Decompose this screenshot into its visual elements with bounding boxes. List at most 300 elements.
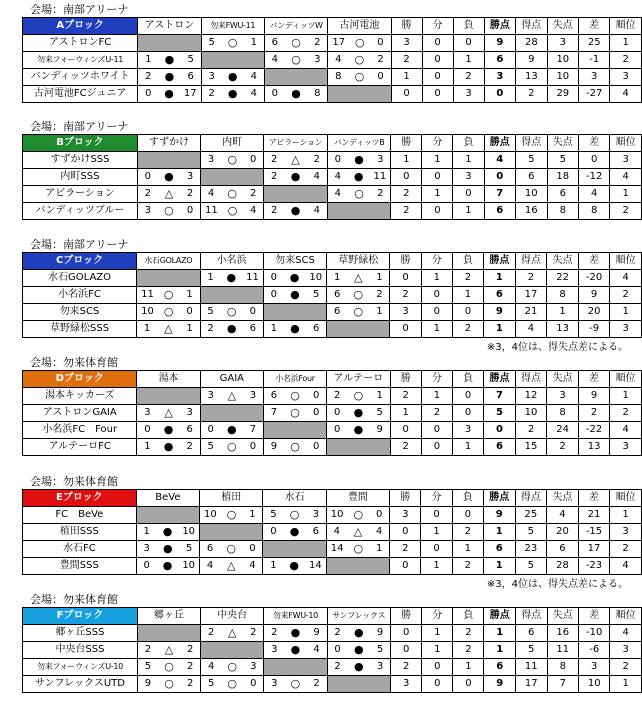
score-against: 0 [250, 154, 257, 165]
stat-header: 勝 [391, 18, 422, 35]
stat-value: 0 [422, 169, 453, 186]
score-for: 14 [330, 543, 344, 554]
stat-value: 8 [547, 203, 579, 220]
self-match-cell [328, 86, 391, 103]
score-against: 1 [186, 323, 193, 334]
stat-value: 2 [453, 625, 484, 642]
stat-value: -12 [579, 169, 610, 186]
match-score [328, 69, 391, 86]
score-for: 2 [271, 627, 278, 638]
opponent-header: 水石GOLAZO [137, 253, 200, 270]
score-against: 0 [186, 205, 194, 216]
stat-header: 勝点 [484, 608, 516, 625]
match-score [326, 541, 389, 558]
stat-value: 3 [453, 86, 484, 103]
score-result: △ [227, 389, 237, 402]
score-result: ● [226, 322, 237, 335]
stat-value: 0 [390, 524, 421, 541]
score-for: 0 [334, 644, 341, 655]
score-against: 11 [246, 272, 259, 283]
score-against: 3 [376, 661, 384, 672]
match-score [200, 507, 263, 524]
score-result: ○ [164, 204, 174, 217]
score-for: 2 [271, 171, 278, 182]
stat-value: 1 [390, 405, 421, 422]
match-score [201, 69, 264, 86]
stat-header: 負 [453, 18, 484, 35]
stat-value: 9 [484, 35, 515, 52]
score-against: 3 [249, 390, 257, 401]
score-against: 7 [249, 424, 257, 435]
stat-value: 1 [484, 642, 516, 659]
stat-value: 9 [484, 676, 516, 693]
score-for: 4 [207, 188, 215, 199]
stat-value: 3 [579, 69, 610, 86]
score-for: 4 [333, 526, 340, 537]
block-e [0, 475, 642, 591]
stat-value: 0 [422, 35, 453, 52]
team-name: 中央台SSS [23, 642, 138, 659]
score-result: △ [164, 322, 173, 335]
match-score [201, 203, 264, 220]
self-match-cell [326, 558, 389, 575]
stat-value: 2 [390, 541, 421, 558]
team-name: 勿来SCS [23, 304, 137, 321]
block-b [0, 120, 642, 236]
match-score [201, 35, 264, 52]
stat-value: 6 [484, 287, 516, 304]
team-name: サンフレックスUTD [23, 676, 138, 693]
score-for: 1 [143, 526, 150, 537]
match-score [137, 422, 200, 439]
stat-header: 負 [453, 135, 484, 152]
stat-header: 得点 [515, 253, 547, 270]
score-for: 3 [207, 390, 214, 401]
stat-header: 失点 [547, 608, 579, 625]
stat-value: 13 [578, 439, 609, 456]
score-against: 0 [375, 509, 383, 520]
match-score [264, 203, 328, 220]
stat-value: -9 [578, 321, 609, 338]
stat-value: 10 [547, 52, 578, 69]
stat-header: 得点 [515, 490, 547, 507]
score-for: 5 [207, 306, 214, 317]
stat-value: 0 [421, 541, 452, 558]
team-row [23, 169, 642, 186]
stat-header: 負 [453, 371, 484, 388]
score-against: 4 [375, 526, 383, 537]
score-result: ○ [353, 288, 364, 301]
block-name: Eブロック [23, 490, 137, 507]
score-against: 3 [186, 407, 193, 418]
stat-value: 0 [421, 439, 452, 456]
stat-header: 順位 [610, 135, 642, 152]
score-for: 9 [144, 678, 152, 689]
score-result: ○ [163, 288, 174, 301]
match-score [137, 405, 200, 422]
match-score [201, 152, 264, 169]
stat-value: 3 [391, 676, 422, 693]
match-score [327, 270, 390, 287]
score-result: ● [227, 70, 238, 83]
score-against: 1 [249, 509, 256, 520]
stat-value: 1 [421, 388, 452, 405]
score-for: 5 [270, 509, 277, 520]
match-score [137, 642, 200, 659]
stat-value: 6 [547, 541, 579, 558]
team-row [23, 69, 642, 86]
match-score [264, 642, 327, 659]
score-for: 9 [270, 441, 278, 452]
score-result: △ [291, 153, 300, 166]
match-score [137, 659, 200, 676]
team-row [23, 304, 642, 321]
stat-value: 6 [484, 439, 516, 456]
score-against: 2 [313, 678, 320, 689]
stat-value: 9 [516, 52, 547, 69]
match-score [201, 186, 264, 203]
match-score [138, 52, 201, 69]
match-score [263, 270, 326, 287]
match-score [200, 558, 263, 575]
stat-header: 失点 [547, 371, 579, 388]
match-score [200, 439, 263, 456]
match-score [326, 524, 389, 541]
score-result: ● [227, 87, 238, 100]
stat-value: 3 [610, 642, 642, 659]
stat-value: 1 [610, 186, 642, 203]
score-against: 6 [312, 526, 319, 537]
opponent-header: GAIA [200, 371, 263, 388]
score-against: 5 [376, 644, 384, 655]
match-score [327, 642, 391, 659]
stat-value: 0 [422, 52, 453, 69]
opponent-header: 湯本 [137, 371, 200, 388]
stat-value: 1 [421, 321, 452, 338]
standings-table [22, 134, 642, 220]
score-for: 2 [208, 88, 215, 99]
stat-value: 4 [610, 86, 642, 103]
score-for: 10 [141, 306, 154, 317]
score-for: 5 [207, 441, 214, 452]
match-score [201, 625, 264, 642]
score-result: ○ [353, 305, 364, 318]
score-result: ● [291, 87, 301, 100]
score-result: △ [354, 271, 363, 284]
score-against: 5 [312, 289, 320, 300]
score-result: ● [353, 406, 364, 419]
score-against: 5 [185, 543, 193, 554]
stat-value: 1 [421, 524, 452, 541]
opponent-header: 小名浜Four [263, 371, 326, 388]
stat-value: 0 [484, 86, 515, 103]
score-result: △ [227, 626, 237, 639]
score-for: 3 [144, 407, 151, 418]
score-for: 0 [143, 560, 150, 571]
score-for: 1 [270, 560, 277, 571]
stat-value: 0 [391, 642, 422, 659]
score-result: ○ [354, 36, 365, 49]
stat-value: -23 [578, 558, 609, 575]
stat-value: 3 [610, 152, 642, 169]
team-name: 小名浜FC Four [23, 422, 137, 439]
stat-header: 順位 [610, 18, 642, 35]
stat-value: -20 [578, 270, 609, 287]
team-row [23, 659, 642, 676]
team-name: すずかけSSS [23, 152, 138, 169]
match-score [264, 625, 327, 642]
match-score [327, 186, 390, 203]
standings-table [22, 489, 642, 575]
score-result: △ [226, 559, 236, 572]
stat-value: 15 [515, 439, 547, 456]
stat-header: 勝 [390, 371, 421, 388]
stat-value: 2 [421, 405, 452, 422]
score-for: 3 [143, 543, 150, 554]
score-result: ○ [354, 70, 365, 83]
stat-value: 6 [515, 625, 547, 642]
stat-value: 1 [483, 558, 515, 575]
team-row [23, 524, 642, 541]
match-score [327, 169, 390, 186]
score-against: 6 [187, 71, 194, 82]
stat-value: 6 [484, 659, 516, 676]
stat-value: 1 [610, 388, 642, 405]
team-name: 草野緑松SSS [23, 321, 137, 338]
score-result: ○ [291, 36, 301, 49]
stat-value: 0 [453, 186, 484, 203]
stat-header: 差 [578, 253, 609, 270]
stat-value: 4 [484, 152, 516, 169]
stat-value: 8 [547, 659, 579, 676]
stat-header: 差 [578, 371, 609, 388]
match-score [137, 169, 200, 186]
opponent-header: 中央台 [201, 608, 264, 625]
self-match-cell [201, 642, 264, 659]
score-against: 5 [187, 54, 194, 65]
stat-value: 13 [547, 321, 579, 338]
match-score [263, 558, 326, 575]
team-row [23, 388, 642, 405]
self-match-cell [137, 388, 200, 405]
stat-value: 5 [516, 152, 548, 169]
stat-value: 6 [484, 52, 515, 69]
stat-value: 2 [452, 321, 483, 338]
score-result: ● [289, 559, 300, 572]
block-name: Bブロック [23, 135, 138, 152]
score-for: 3 [144, 205, 152, 216]
score-for: 17 [332, 37, 346, 48]
stat-value: 0 [391, 86, 422, 103]
team-name: アストロンFC [23, 35, 138, 52]
stat-value: 0 [390, 422, 421, 439]
match-score [201, 676, 264, 693]
self-match-cell [327, 321, 390, 338]
stat-value: 0 [452, 304, 483, 321]
block-name: Dブロック [23, 371, 137, 388]
stat-value: 6 [547, 186, 579, 203]
match-score [327, 287, 390, 304]
stat-value: 3 [610, 321, 642, 338]
match-score [200, 422, 263, 439]
standings-table [22, 370, 642, 456]
opponent-header: アビラーション [264, 135, 328, 152]
stat-value: 2 [610, 541, 642, 558]
match-score [200, 270, 263, 287]
match-score [137, 304, 200, 321]
stat-value: 1 [610, 35, 642, 52]
team-name: アルテーロFC [23, 439, 137, 456]
team-name: 水石GOLAZO [23, 270, 137, 287]
match-score [264, 152, 328, 169]
score-against: 6 [249, 323, 257, 334]
stat-value: 6 [516, 169, 548, 186]
score-against: 2 [377, 54, 384, 65]
match-score [328, 35, 391, 52]
self-match-cell [327, 439, 390, 456]
stat-value: 7 [484, 388, 516, 405]
stat-value: 1 [453, 439, 484, 456]
score-result: ○ [290, 389, 300, 402]
stat-value: 2 [452, 270, 483, 287]
score-result: ● [290, 626, 301, 639]
score-result: ● [162, 559, 173, 572]
stat-value: 0 [579, 152, 610, 169]
score-result: ● [163, 440, 174, 453]
stat-value: 2 [610, 287, 642, 304]
team-row [23, 676, 642, 693]
stat-value: 0 [453, 676, 484, 693]
stat-header: 勝 [391, 135, 422, 152]
stat-value: 3 [579, 659, 610, 676]
stat-header: 負 [452, 253, 483, 270]
stat-header: 分 [421, 371, 452, 388]
self-match-cell [201, 169, 264, 186]
stat-value: 5 [515, 642, 547, 659]
stat-value: 2 [610, 659, 642, 676]
score-result: ● [289, 525, 300, 538]
stat-value: 9 [484, 304, 516, 321]
stat-header: 分 [422, 18, 453, 35]
score-result: ○ [226, 542, 237, 555]
stat-value: 8 [547, 287, 579, 304]
score-for: 2 [144, 644, 152, 655]
score-against: 10 [309, 272, 323, 283]
stat-value: 1 [610, 676, 642, 693]
stat-value: 3 [391, 35, 422, 52]
team-row [23, 541, 642, 558]
stat-value: 1 [453, 659, 484, 676]
stat-value: 16 [547, 625, 579, 642]
score-for: 2 [271, 205, 278, 216]
stat-value: 0 [390, 321, 421, 338]
stat-value: 0 [422, 676, 453, 693]
match-score [137, 676, 200, 693]
stat-header: 失点 [547, 253, 579, 270]
stat-value: 24 [547, 422, 579, 439]
block-name: Fブロック [23, 608, 138, 625]
standings-table [22, 17, 642, 103]
match-score [200, 388, 263, 405]
stat-value: 2 [391, 52, 422, 69]
score-result: ● [164, 87, 174, 100]
stat-value: 7 [484, 186, 516, 203]
score-result: ○ [163, 305, 174, 318]
score-for: 2 [207, 323, 214, 334]
team-name: 郷ヶ丘SSS [23, 625, 138, 642]
header-row [23, 253, 642, 270]
team-name: 勿来フォーウィンズU-11 [23, 52, 138, 69]
match-score [327, 152, 390, 169]
opponent-header: 小名浜 [200, 253, 263, 270]
stat-value: 21 [578, 507, 609, 524]
score-result: ○ [290, 677, 301, 690]
score-for: 4 [207, 661, 215, 672]
stat-value: 1 [453, 52, 484, 69]
stat-value: 2 [453, 69, 484, 86]
stat-value: 12 [515, 388, 547, 405]
block-a [0, 3, 642, 119]
stat-value: 1 [391, 69, 422, 86]
score-result: ● [164, 70, 175, 83]
score-for: 6 [333, 289, 341, 300]
stat-value: 2 [547, 439, 579, 456]
score-against: 2 [377, 188, 384, 199]
stat-value: 0 [422, 86, 453, 103]
stat-value: 4 [610, 169, 642, 186]
score-against: 4 [313, 171, 320, 182]
team-name: 内町SSS [23, 169, 138, 186]
stat-value: 1 [453, 152, 484, 169]
self-match-cell [200, 405, 263, 422]
stat-header: 勝点 [484, 135, 516, 152]
block-d [0, 356, 642, 472]
stat-header: 分 [421, 253, 452, 270]
score-for: 0 [144, 424, 151, 435]
team-name: 勿来フォーウィンズU-10 [23, 659, 138, 676]
stat-header: 失点 [547, 135, 579, 152]
opponent-header: 植田 [200, 490, 263, 507]
stat-value: -15 [578, 524, 609, 541]
score-for: 11 [205, 205, 218, 216]
match-score [263, 405, 326, 422]
score-for: 1 [333, 272, 341, 283]
stat-value: 0 [422, 203, 453, 220]
stat-value: 3 [390, 304, 421, 321]
match-score [327, 405, 390, 422]
header-row [23, 371, 642, 388]
score-for: 0 [271, 88, 278, 99]
score-result: ○ [353, 389, 364, 402]
team-name: アストロンGAIA [23, 405, 137, 422]
match-score [138, 86, 201, 103]
stat-header: 勝点 [484, 253, 516, 270]
score-against: 1 [376, 390, 383, 401]
score-for: 1 [145, 54, 152, 65]
score-against: 4 [313, 205, 320, 216]
stat-value: 3 [547, 388, 579, 405]
score-result: ● [290, 170, 301, 183]
team-name: 植田SSS [23, 524, 137, 541]
score-against: 0 [313, 390, 320, 401]
team-row [23, 203, 642, 220]
stat-value: 8 [579, 203, 610, 220]
score-against: 10 [182, 560, 196, 571]
match-score [264, 86, 328, 103]
match-score [137, 203, 200, 220]
stat-value: 10 [547, 69, 578, 86]
stat-value: 3 [453, 169, 484, 186]
